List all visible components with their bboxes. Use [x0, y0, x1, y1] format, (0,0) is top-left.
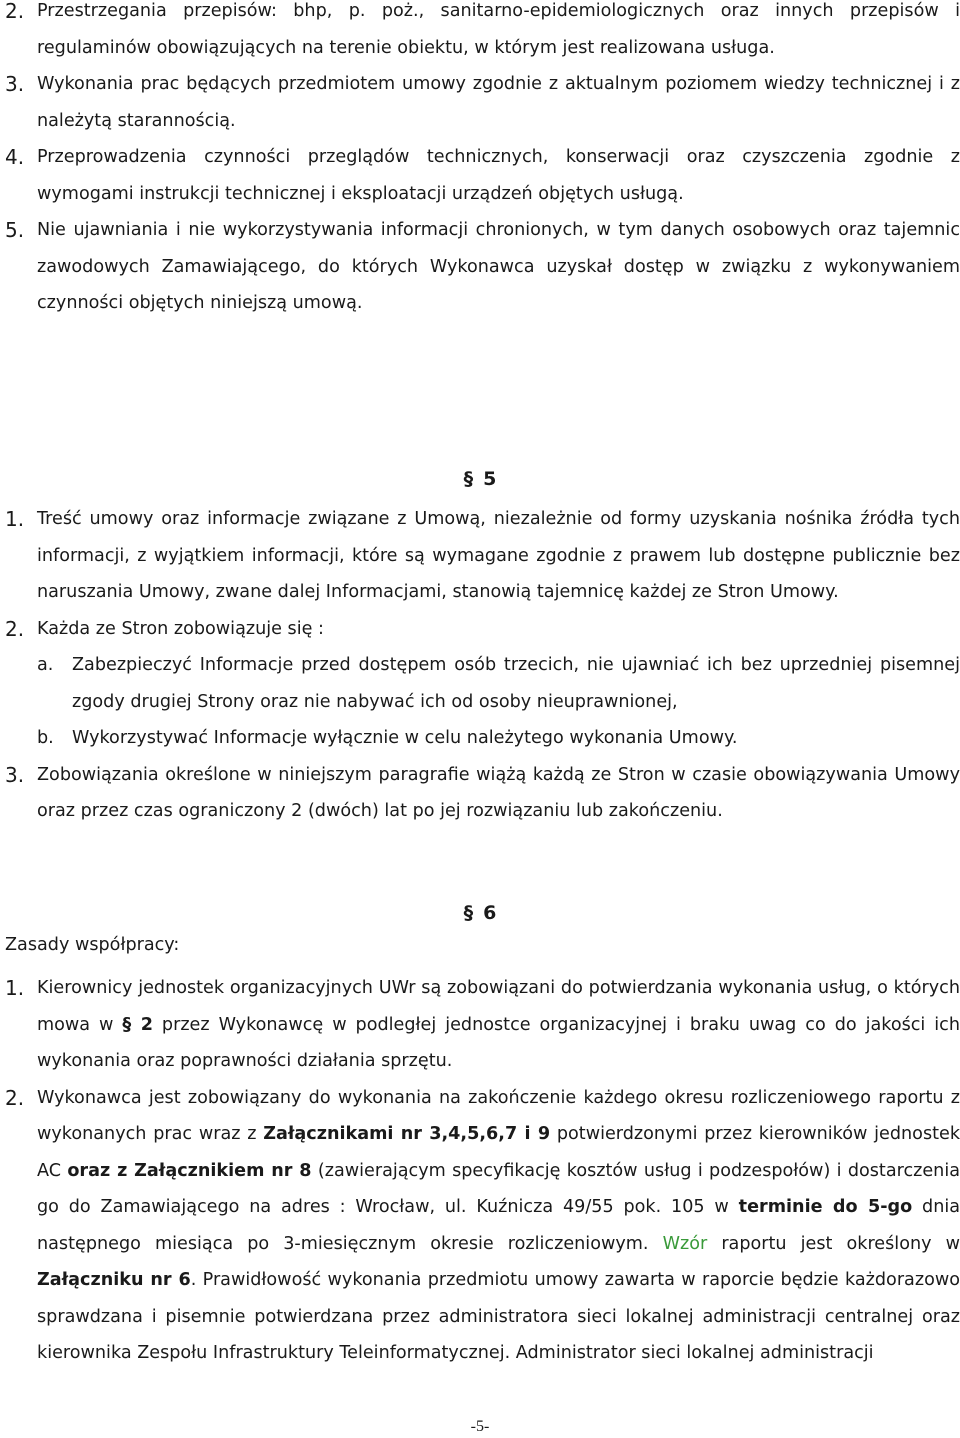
- list-item: [0, 757, 960, 830]
- section-intro: Zasady współpracy:: [5, 935, 180, 955]
- item-number: 1.: [5, 507, 25, 531]
- section-number: 6: [483, 902, 497, 924]
- item-number: 1.: [5, 976, 25, 1000]
- section-6-heading: [0, 902, 960, 924]
- list-item: [0, 501, 960, 611]
- item-number: 2.: [5, 616, 25, 641]
- attachment-8-reference: oraz z Załącznikiem nr 8: [67, 1160, 312, 1181]
- page-number: -5-: [470, 1418, 490, 1435]
- deadline-text: terminie do 5-go: [738, 1197, 913, 1217]
- item-text: Nie ujawniania i nie wykorzystywania informacji chronionych, w tym danych osobowych oraz tajemnic zawodowych Zamawiającego, do których Wykonawca uzyskał dostęp w związku z wykonywaniem czynności objętych niniejszą umową.: [37, 220, 960, 313]
- template-link-text: Wzór: [662, 1233, 708, 1254]
- sub-item-text: Wykorzystywać Informacje wyłącznie w celu należytego wykonania Umowy.: [72, 728, 738, 748]
- sub-list-item: [0, 647, 960, 720]
- section-5-heading: [0, 468, 960, 490]
- item-number: 2.: [5, 1085, 25, 1110]
- item-text: . Prawidłowość wykonania przedmiotu umowy zawarta w raporcie będzie każdorazowo sprawdzana i pisemnie potwierdzana przez administratora sieci lokalnej administracji centralnej oraz kierownika Zespołu Infrastruktury Teleinformatycznej. Administrator sieci lokalnej administracji: [37, 1270, 960, 1363]
- attachments-reference: Załącznikami nr 3,4,5,6,7 i 9: [263, 1124, 551, 1144]
- item-text: (zawierającym specyfikację kosztów usług i podzespołów) i dostarczenia go do Zamawiającego na adres : Wrocław, ul. Kuźnicza 49/55 pok. 105 w: [37, 1160, 960, 1217]
- item-number: 5.: [5, 218, 25, 242]
- attachment-6-reference: Załączniku nr 6: [37, 1270, 191, 1290]
- sub-item-letter: b.: [37, 728, 54, 748]
- list-item: [0, 212, 960, 322]
- item-number: 2.: [5, 0, 25, 23]
- list-item: [0, 139, 960, 212]
- item-number: 4.: [5, 145, 25, 169]
- item-number: 3.: [5, 72, 25, 96]
- item-text: Przeprowadzenia czynności przeglądów technicznych, konserwacji oraz czyszczenia zgodnie z wymogami instrukcji technicznej i eksploatacji urządzeń objętych usługą.: [37, 147, 960, 204]
- section-symbol: §: [463, 902, 474, 924]
- item-number: 3.: [5, 762, 25, 787]
- item-text: potwierdzonymi przez kierowników jednostek AC: [37, 1124, 960, 1181]
- section-5-body: [0, 501, 960, 830]
- obligations-list: [0, 0, 960, 322]
- section-reference: § 2: [122, 1014, 153, 1035]
- sub-item-text: Zabezpieczyć Informacje przed dostępem osób trzecich, nie ujawniać ich bez uprzedniej pisemnej zgody drugiej Strony oraz nie nabywać ich od osoby nieuprawnionej,: [72, 655, 960, 712]
- item-text: Zobowiązania określone w niniejszym paragrafie wiążą każdą ze Stron w czasie obowiązywania Umowy oraz przez czas ograniczony 2 (dwóch) lat po jej rozwiązaniu lub zakończeniu.: [37, 764, 960, 821]
- item-text: Wykonawca jest zobowiązany do wykonania na zakończenie każdego okresu rozliczeniowego raportu z wykonanych prac wraz z: [37, 1087, 960, 1144]
- list-item: [0, 1080, 960, 1372]
- list-item: [0, 0, 960, 66]
- sub-list-item: [0, 720, 960, 757]
- item-text: przez Wykonawcę w podległej jednostce organizacyjnej i braku uwag co do jakości ich wykonania oraz poprawności działania sprzętu.: [37, 1014, 960, 1071]
- item-text: Każda ze Stron zobowiązuje się :: [37, 618, 324, 639]
- list-item: [0, 970, 960, 1080]
- list-item: [0, 611, 960, 648]
- item-text: dnia następnego miesiąca po 3-miesięcznym okresie rozliczeniowym.: [37, 1197, 960, 1254]
- section-symbol: §: [463, 468, 474, 490]
- item-text: raportu jest określony w: [721, 1233, 960, 1254]
- sub-item-letter: a.: [37, 655, 54, 675]
- item-text: Kierownicy jednostek organizacyjnych UWr są zobowiązani do potwierdzania wykonania usług, o których mowa w: [37, 978, 960, 1035]
- list-item: [0, 66, 960, 139]
- item-text: Treść umowy oraz informacje związane z Umową, niezależnie od formy uzyskania nośnika źródła tych informacji, z wyjątkiem informacji, które są wymagane zgodnie z prawem lub dostępne publicznie bez naruszania Umowy, zwane dalej Informacjami, stanowią tajemnicę każdej ze Stron Umowy.: [37, 509, 960, 602]
- section-6-body: [0, 970, 960, 1372]
- item-text: Wykonania prac będących przedmiotem umowy zgodnie z aktualnym poziomem wiedzy technicznej i z należytą starannością.: [37, 74, 960, 131]
- section-number: 5: [483, 468, 497, 490]
- item-text: Przestrzegania przepisów: bhp, p. poż., sanitarno-epidemiologicznych oraz innych przepisów i regulaminów obowiązujących na terenie obiektu, w którym jest realizowana usługa.: [37, 1, 960, 58]
